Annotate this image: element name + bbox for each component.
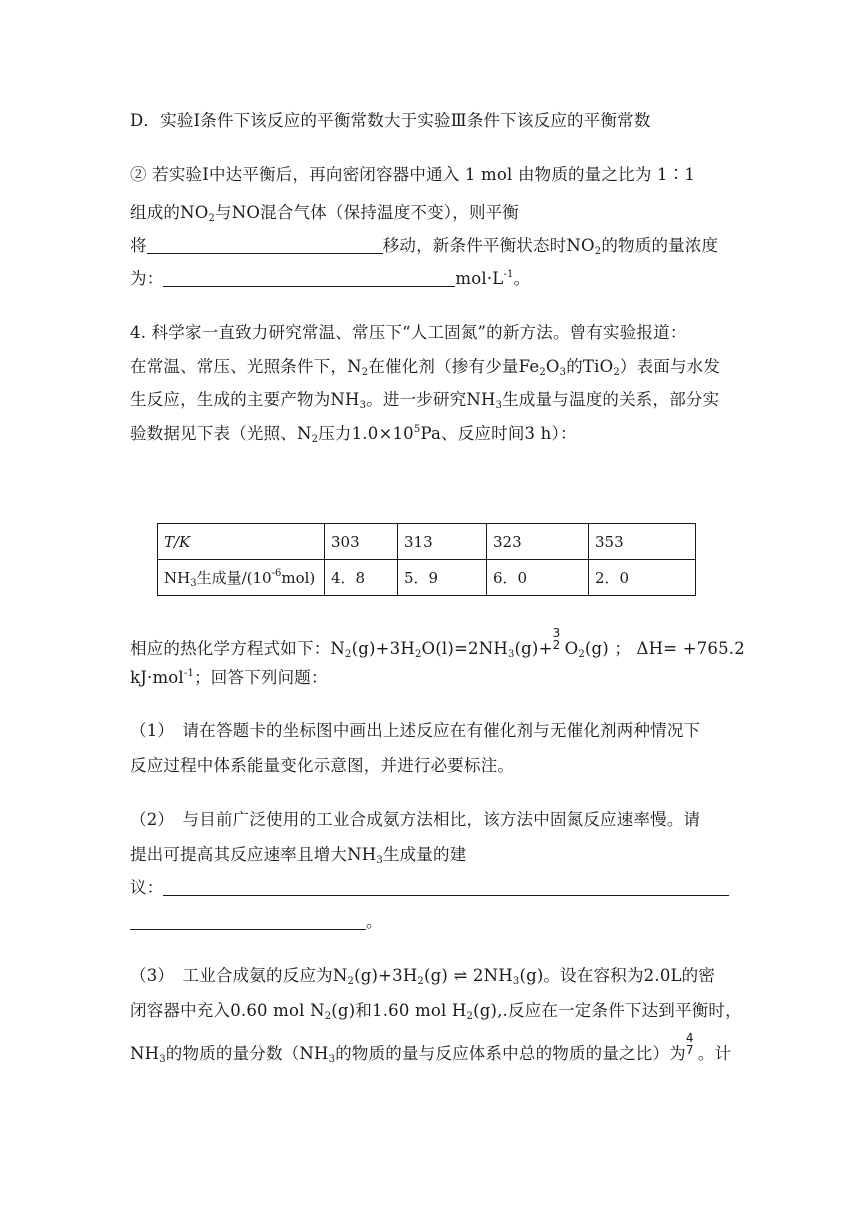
answer-blank-concentration[interactable]	[163, 268, 455, 287]
sub-question-3-line-1: （3） 工业合成氨的反应为$N_2(g)+3H_2(g)$ ⇌ $2NH_3(g)$。设在容积为2.0L的密	[130, 966, 716, 987]
sub-question-1-line-1: （1） 请在答题卡的坐标图中画出上述反应在有催化剂与无催化剂两种情况下	[130, 721, 701, 740]
question-2-line-3: 将 移动，新条件平衡状态时$NO_2$的物质的量浓度	[130, 236, 719, 257]
table-header-cell: T/K	[158, 524, 325, 560]
question-4-line-2: 在常温、常压、光照条件下，$N_2$在催化剂（掺有少量$Fe_2O_3$的TiO$_2$）表面与水发	[130, 357, 721, 378]
table-cell: 5．9	[398, 560, 487, 596]
question-4-line-1: 4. 科学家一直致力研究常温、常压下“人工固氮”的新方法。曾有实验报道：	[130, 323, 687, 342]
table-cell: 2．0	[589, 560, 696, 596]
sub-question-2-line-2: 提出可提高其反应速率且增大$NH_3$生成量的建	[130, 845, 467, 866]
table-row-label: $NH_3$生成量$/(10^{-6}mol)$	[158, 560, 325, 596]
answer-blank-direction[interactable]	[147, 235, 383, 254]
table-header-cell: 353	[589, 524, 696, 560]
table-header-cell: 303	[325, 524, 398, 560]
table-row	[158, 560, 696, 596]
sub-question-3-line-2: 闭容器中充入0.60 mol $N_2(g)$和1.60 mol $H_2(g)$,.反应在一定条件下达到平衡时，	[130, 1001, 742, 1022]
question-4-line-4: 验数据见下表（光照、$N_2$压力$1.0\times 10^5Pa$、反应时间3 h）：	[130, 424, 577, 445]
option-d: D．实验Ⅰ条件下该反应的平衡常数大于实验Ⅲ条件下该反应的平衡常数	[130, 111, 651, 130]
answer-blank-suggestion-cont[interactable]	[130, 911, 366, 930]
table-header-cell: 313	[398, 524, 487, 560]
answer-blank-suggestion[interactable]	[163, 877, 729, 896]
fraction-four-sevenths: 4 7	[685, 1031, 694, 1057]
sub-question-3-line-3: $NH_3$的物质的量分数（$NH_3$的物质的量与反应体系中总的物质的量之比）为 4 7 。计	[130, 1031, 732, 1065]
sub-question-1-line-2: 反应过程中体系能量变化示意图，并进行必要标注。	[130, 756, 515, 775]
equation-line-2: kJ·mol$^{-1}$；回答下列问题：	[130, 668, 328, 687]
fraction-three-halves: 3 2	[552, 626, 561, 652]
table-header-cell: 323	[487, 524, 589, 560]
table-cell: 6．0	[487, 560, 589, 596]
question-4-line-3: 生反应，生成的主要产物为$NH_3$。进一步研究$NH_3$生成量与温度的关系，部分实	[130, 390, 720, 411]
nh3-data-table	[157, 523, 696, 596]
question-2-line-2: 组成的$NO_2$与NO混合气体（保持温度不变），则平衡	[130, 203, 520, 224]
equation-line-1: 相应的热化学方程式如下：$N_2(g)+3H_2O(l)=2NH_3(g)+$ 3 2 $O_2(g)$ ； ΔH= +765.2	[130, 626, 745, 660]
question-2-line-1: ② 若实验Ⅰ中达平衡后，再向密闭容器中通入 1 mol 由物质的量之比为 1∶1	[130, 165, 696, 184]
table-row	[158, 524, 696, 560]
table-cell: 4．8	[325, 560, 398, 596]
sub-question-2-line-3: 议：	[130, 877, 729, 899]
sub-question-2-line-1: （2） 与目前广泛使用的工业合成氨方法相比，该方法中固氮反应速率慢。请	[130, 810, 701, 829]
sub-question-2-line-4: 。	[130, 911, 383, 933]
question-2-line-4: 为： $mol\cdot L^{-1}$。	[130, 269, 531, 288]
